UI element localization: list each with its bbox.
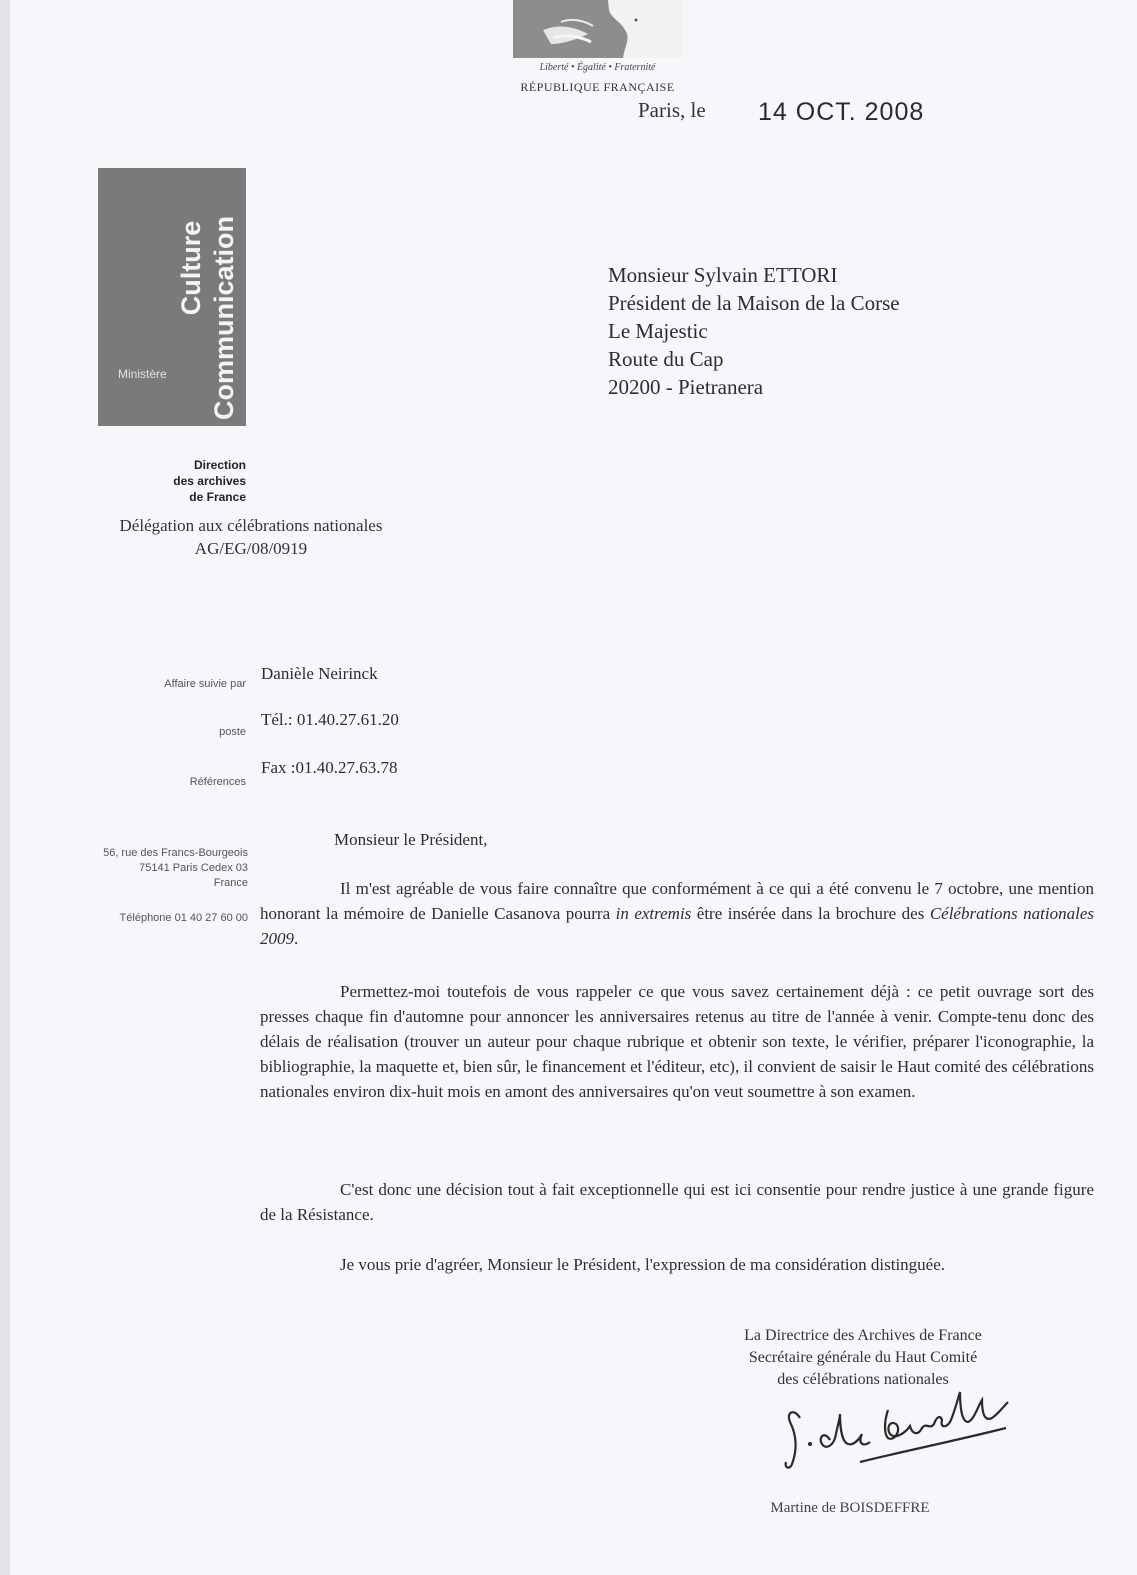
affaire-label: Affaire suivie par bbox=[164, 678, 246, 690]
recipient-line: 20200 - Pietranera bbox=[608, 375, 764, 399]
affaire-value: Danièle Neirinck bbox=[261, 664, 378, 683]
ministry-logo bbox=[98, 168, 246, 426]
signatory-title: Secrétaire générale du Haut Comité bbox=[748, 1349, 978, 1366]
recipient-line: Président de la Maison de la Corse bbox=[608, 291, 900, 315]
recipient-line: Route du Cap bbox=[608, 347, 724, 371]
direction-line-1: Direction bbox=[193, 458, 246, 472]
salutation: Monsieur le Président, bbox=[334, 830, 488, 849]
paragraph-1-start: Il m'est agréable de vous faire connaître que conformément à ce qui a été convenu le 7 octobre, une mention honorant la mémoire de Danielle Casanova pourra bbox=[260, 879, 1094, 923]
direction-line-3: de France bbox=[189, 490, 246, 504]
address-line: 75141 Paris Cedex 03 bbox=[139, 862, 248, 874]
paragraph-4: Je vous prie d'agréer, Monsieur le Président, l'expression de ma considération distinguée. bbox=[340, 1255, 946, 1274]
marianne-icon bbox=[513, 0, 683, 58]
address-line: 56, rue des Francs-Bourgeois bbox=[103, 847, 248, 859]
sender-address bbox=[30, 846, 248, 891]
direction-line-2: des archives bbox=[173, 474, 246, 488]
sender-phone: Téléphone 01 40 27 60 00 bbox=[119, 912, 248, 924]
signatory-title: des célébrations nationales bbox=[777, 1371, 949, 1388]
poste-label: poste bbox=[219, 726, 246, 738]
signature-icon bbox=[770, 1378, 1030, 1478]
date-stamp: 14 OCT. 2008 bbox=[758, 98, 925, 126]
paragraph-1-end: . bbox=[294, 929, 299, 948]
scan-edge bbox=[0, 0, 10, 1575]
date-place: Paris, le bbox=[638, 98, 706, 122]
fax-value: Fax :01.40.27.63.78 bbox=[261, 758, 398, 777]
address-line: France bbox=[213, 877, 248, 889]
recipient-line: Le Majestic bbox=[608, 319, 708, 343]
paragraph-1-mid: être insérée dans la brochure des bbox=[691, 904, 930, 923]
ministere-label: Ministère bbox=[118, 367, 167, 381]
handwritten-signature bbox=[770, 1378, 1030, 1478]
paragraph-1-italic: in extremis bbox=[615, 904, 692, 923]
delegation-block bbox=[62, 514, 440, 560]
paragraph-3: C'est donc une décision tout à fait exceptionnelle qui est ici consentie pour rendre justice à une grande figure de la Résistance. bbox=[260, 1180, 1094, 1224]
republique-francaise: RÉPUBLIQUE FRANÇAISE bbox=[520, 80, 675, 94]
paragraph-1 bbox=[260, 876, 1094, 951]
references-label: Références bbox=[189, 776, 246, 788]
republic-motto: Liberté • Égalité • Fraternité bbox=[539, 62, 656, 73]
recipient-line: Monsieur Sylvain ETTORI bbox=[608, 263, 838, 287]
signer-name: Martine de BOISDEFFRE bbox=[770, 1500, 930, 1514]
signatory-title: La Directrice des Archives de France bbox=[744, 1327, 982, 1344]
delegation-name: Délégation aux célébrations nationales bbox=[119, 516, 383, 535]
marianne-logo bbox=[513, 0, 683, 58]
culture-word: Culture bbox=[176, 220, 206, 316]
reference-number: AG/EG/08/0919 bbox=[194, 539, 308, 558]
brochure-title: Célébrations nationales 2009 bbox=[260, 904, 1094, 948]
phone-value: Tél.: 01.40.27.61.20 bbox=[261, 710, 399, 729]
paragraph-2: Permettez-moi toutefois de vous rappeler ce que vous savez certainement déjà : ce petit ouvrage sort des presses chaque fin d'automne pour annoncer les anniversaires retenus au titre de l'année à venir. Compte-tenu donc des délais de réalisation (trouver un auteur pour chaque rubrique et obtenir son texte, le vérifier, préparer l'iconographie, la bibliographie, la maquette et, bien sûr, le financement et l'éditeur, etc), il convient de saisir le Haut comité des célébrations nationales environ dix-huit mois en amont des anniversaires qu'on veut soumettre à son examen. bbox=[260, 982, 1094, 1101]
direction-archives bbox=[100, 457, 246, 505]
recipient-address bbox=[608, 261, 900, 401]
communication-word: Communication bbox=[209, 215, 239, 421]
